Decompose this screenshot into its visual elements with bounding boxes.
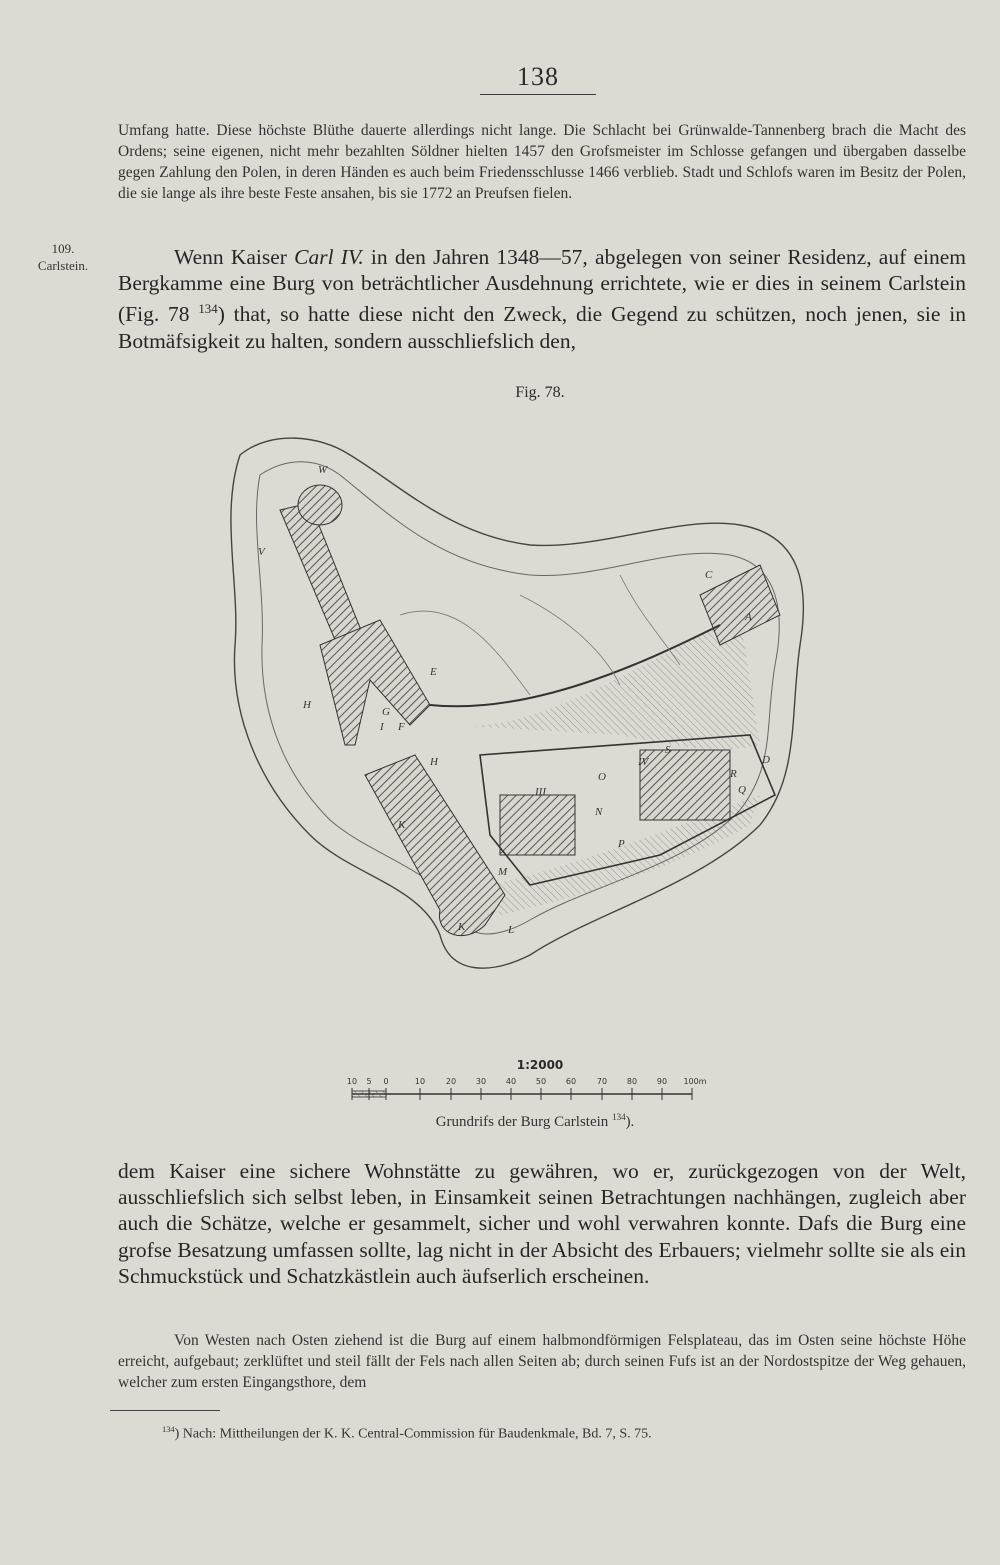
figure-caption (380, 1112, 690, 1131)
footnote-number: 134 (162, 1425, 175, 1434)
plan-label: G (382, 706, 390, 718)
paragraph-main-part3: ) that, so hatte diese nicht den Zweck, die Gegend zu schützen, noch jenen, sie in Botmäfsigkeit zu halten, sondern ausschliefslich den, (118, 302, 966, 353)
scale-ratio: 1:2000 (516, 1058, 564, 1072)
paragraph-continued: dem Kaiser eine sichere Wohnstätte zu gewähren, wo er, zurückgezogen von der Welt, ausschliefslich sich selbst leben, in Einsamkeit seinen Betrachtungen nachhängen, zugleich aber auch die Schätze, welche er gesammelt, sicher und wohl verwahren konnte. Dafs die Burg eine grofse Besatzung umfassen sollte, lag nicht in der Absicht des Erbauers; vielmehr sollte sie als ein Schmuckstück und Schatzkästlein auch äufserlich erscheinen. (118, 1159, 966, 1288)
plan-label: O (598, 771, 606, 783)
plan-label: K (398, 819, 406, 831)
scale-tick-label: 50 (535, 1077, 547, 1086)
caption-ref: 134 (612, 1112, 626, 1122)
plan-label: N (595, 806, 603, 818)
plan-label: K (458, 921, 466, 933)
caption-text: Grundrifs der Burg Carlstein (435, 1114, 613, 1130)
paragraph-main-emph: Carl IV. (294, 245, 364, 269)
margin-note (28, 240, 98, 274)
plan-label: M (498, 866, 508, 878)
paragraph-main-part1: Wenn Kaiser (174, 245, 295, 269)
plan-label: C (705, 569, 713, 581)
plan-label: W (318, 464, 328, 476)
tower-w (298, 485, 342, 525)
figure-label: Fig. 78. (515, 384, 565, 401)
scale-tick-label: 10 (346, 1077, 358, 1086)
castle-floor-plan (200, 415, 820, 975)
footnote-ref: 134 (198, 302, 218, 317)
plan-label: H (430, 756, 438, 768)
scale-tick-label: 0 (383, 1077, 389, 1086)
paragraph-top: Umfang hatte. Diese höchste Blüthe dauerte allerdings nicht lange. Die Schlacht bei Grünwalde-Tannenberg brach die Macht des Ordens; seine eigenen, nicht mehr bezahlten Söldner hielten 1457 den Grofsmeister im Schlosse gefangen und übergaben dasselbe gegen Zahlung den Polen, in deren Händen es auch beim Friedensschlusse 1466 verblieb. Stadt und Schlofs waren im Besitz der Polen, die sie lange als ihre beste Feste ansahen, bis sie 1772 an Preufsen fielen. (118, 122, 966, 202)
plan-label: E (430, 666, 437, 678)
scale-tick-label: 40 (505, 1077, 517, 1086)
plan-label: III (535, 786, 546, 798)
scale-tick-label: 70 (596, 1077, 608, 1086)
plan-label: D (762, 754, 770, 766)
scale-tick-label: 20 (445, 1077, 457, 1086)
plan-label: S (665, 744, 671, 756)
plan-label: I (380, 721, 384, 733)
paragraph-main-part2: in den Jahren 1348—57, abgelegen von seiner Residenz, auf einem Bergkamme eine Burg von beträchtlicher Ausdehnung errichtete, wie er dies in seinem Carlstein (Fig. 78 (118, 245, 966, 327)
margin-note-number: 109. (51, 241, 75, 256)
margin-note-title: Carlstein. (37, 258, 89, 273)
plan-label: F (398, 721, 405, 733)
page-number: 138 (480, 62, 596, 95)
plan-label: R (730, 768, 737, 780)
scale-tick-label: 60 (565, 1077, 577, 1086)
paragraph-bottom: Von Westen nach Osten ziehend ist die Burg auf einem halbmondförmigen Felsplateau, das im Osten seine höchste Höhe erreicht, aufgebaut; zerklüftet und steil fällt der Fels nach allen Seiten ab; durch seinen Fufs ist an der Nordostspitze der Weg gehauen, welcher zum ersten Eingangsthore, dem (118, 1332, 966, 1391)
building-iii (500, 795, 575, 855)
scale-tick-label: 80 (626, 1077, 638, 1086)
footnote (162, 1425, 962, 1443)
slope-hatching (450, 615, 760, 749)
scale-tick-label: 10 (414, 1077, 426, 1086)
plan-label: Q (738, 784, 746, 796)
scale-tick-label: 90 (656, 1077, 668, 1086)
plan-label: H (303, 699, 311, 711)
scale-bar (340, 1070, 720, 1110)
plan-label: IV (638, 756, 649, 768)
footnote-text: ) Nach: Mittheilungen der K. K. Central-Commission für Baudenkmale, Bd. 7, S. 75. (174, 1426, 652, 1442)
plan-label: L (508, 924, 515, 936)
caption-end: ). (625, 1114, 635, 1130)
building-iv (640, 750, 730, 820)
plan-label: V (258, 546, 265, 558)
main-wall (320, 620, 430, 745)
scale-tick-label: 5 (366, 1077, 372, 1086)
scale-tick-label: 30 (475, 1077, 487, 1086)
paragraph-main (118, 244, 966, 354)
plan-label: A (745, 611, 752, 623)
plan-label: P (618, 838, 625, 850)
footnote-rule (110, 1410, 220, 1411)
scale-tick-label: 100m (683, 1077, 707, 1086)
